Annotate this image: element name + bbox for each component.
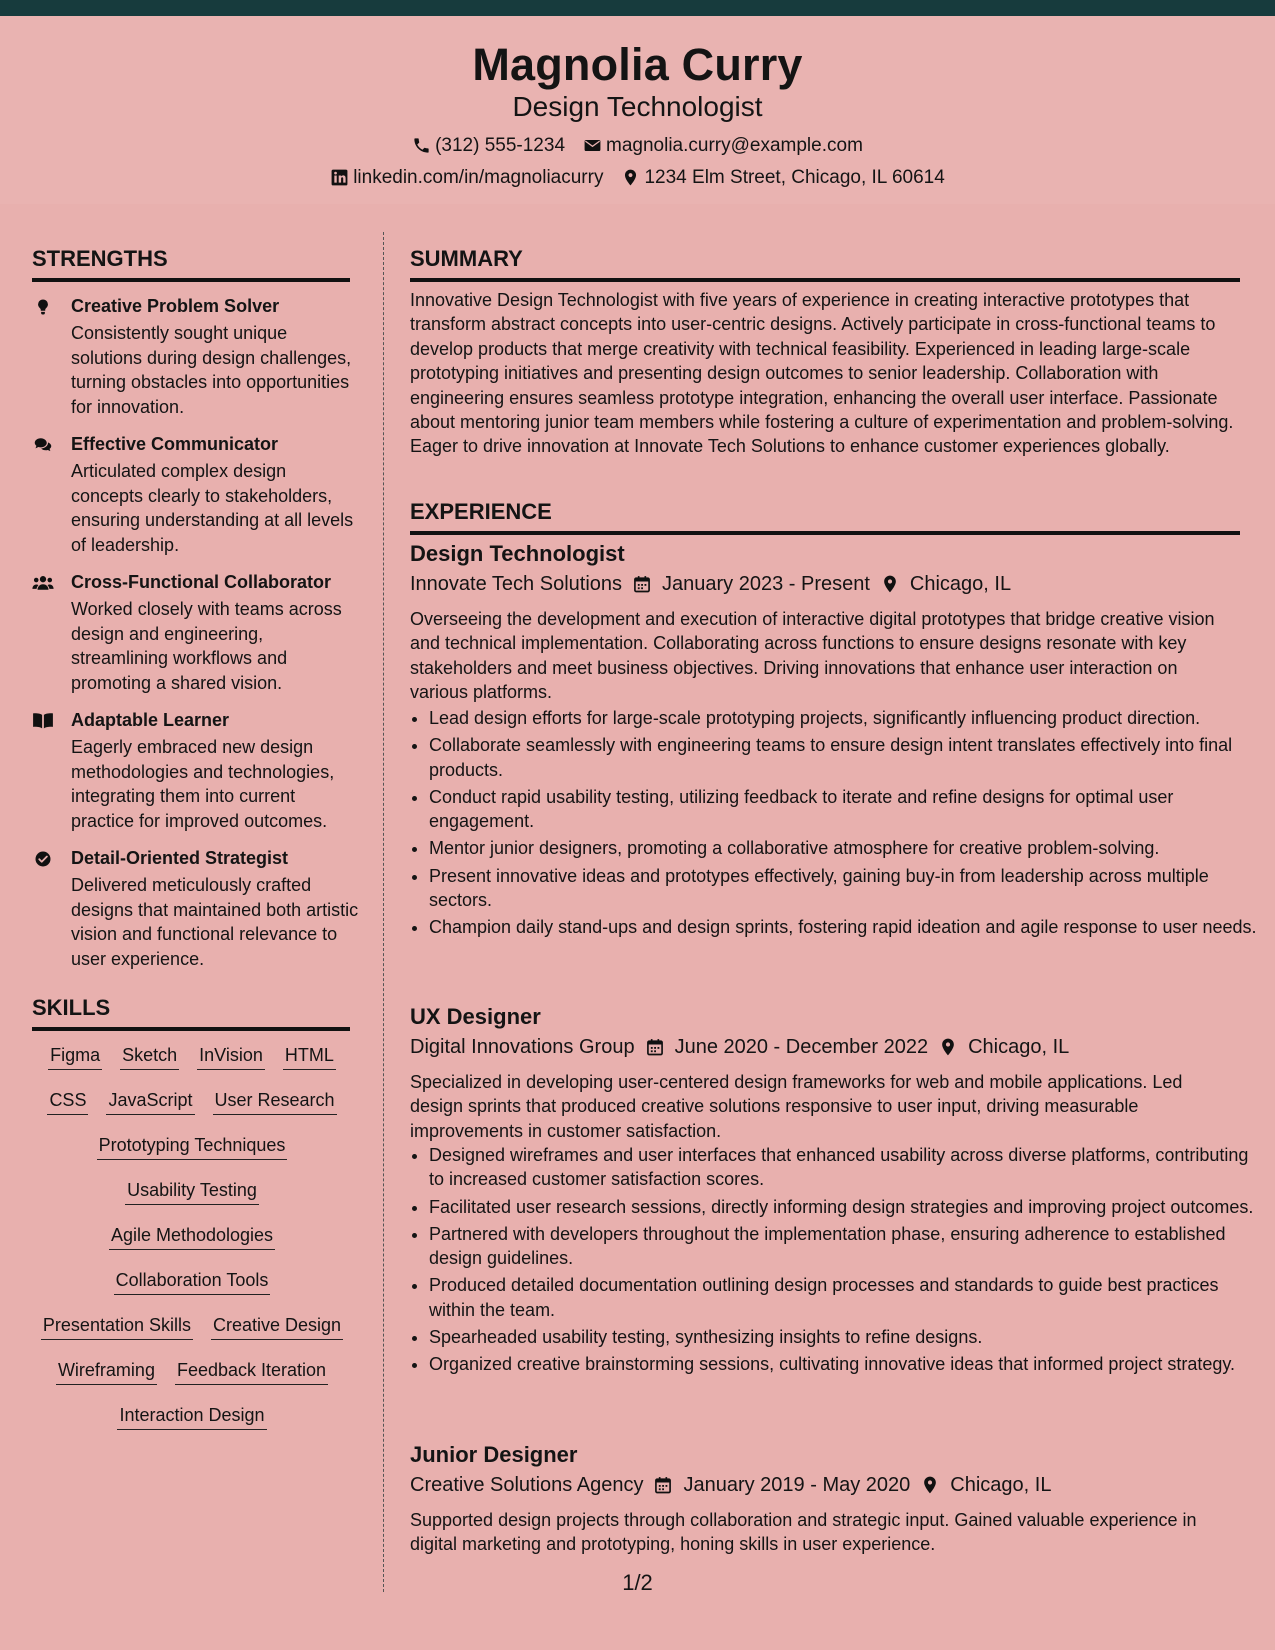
book-open-icon xyxy=(32,712,54,730)
candidate-title: Design Technologist xyxy=(512,91,763,122)
job-dates: January 2019 - May 2020 xyxy=(683,1474,911,1496)
skill-row xyxy=(32,1271,352,1295)
job-meta xyxy=(410,1037,1069,1057)
job-company: Digital Innovations Group xyxy=(410,1036,635,1058)
strength-desc: Delivered meticulously crafted designs that maintained both artistic vision and functional relevance to user experience. xyxy=(71,875,359,969)
job-description: Supported design projects through collaboration and strategic input. Gained valuable experience in digital marketing and prototyping, honing skills in user experience. xyxy=(410,1510,1197,1555)
skill-row xyxy=(32,1361,352,1385)
contact-phone[interactable] xyxy=(412,136,565,155)
skill-tag: Collaboration Tools xyxy=(114,1271,271,1295)
list-item: • Designed wireframes and user interfaces that enhanced usability across diverse platforms, contributing to increased customer satisfaction scores. xyxy=(429,1143,1259,1192)
contact-line-1 xyxy=(0,136,1275,155)
map-marker-icon xyxy=(938,1037,958,1057)
strength-desc: Articulated complex design concepts clearly to stakeholders, ensuring understanding at all levels of leadership. xyxy=(71,461,354,555)
linkedin-text: linkedin.com/in/magnoliacurry xyxy=(353,167,604,188)
address-text: 1234 Elm Street, Chicago, IL 60614 xyxy=(644,167,945,188)
skill-tag: Usability Testing xyxy=(125,1181,259,1205)
envelope-icon xyxy=(583,136,602,155)
lightbulb-icon xyxy=(32,298,54,316)
job-location: Chicago, IL xyxy=(950,1474,1052,1496)
job-description: Overseeing the development and execution of interactive digital prototypes that bridge creative vision and technical implementation. Collaborating across functions to ensure designs resonate with key stakeholders and meet business objectives. Driving innovations that enhance user interaction on various platforms. xyxy=(410,609,1215,703)
strength-title: Creative Problem Solver xyxy=(71,296,280,316)
list-item: • Mentor junior designers, promoting a collaborative atmosphere for creative problem-solving. xyxy=(429,836,1259,860)
calendar-icon xyxy=(653,1475,673,1495)
skill-row xyxy=(32,1181,352,1205)
users-icon xyxy=(32,574,54,592)
list-item: • Organized creative brainstorming sessions, cultivating innovative ideas that informed project strategy. xyxy=(429,1352,1259,1376)
job-bullets xyxy=(410,1143,1259,1379)
skill-row xyxy=(32,1091,352,1115)
job-title: UX Designer xyxy=(410,1004,541,1029)
job-location: Chicago, IL xyxy=(968,1036,1070,1058)
map-marker-icon xyxy=(920,1475,940,1495)
job-title: Design Technologist xyxy=(410,541,625,566)
list-item: • Lead design efforts for large-scale prototyping projects, significantly influencing product direction. xyxy=(429,706,1259,730)
list-item: • Facilitated user research sessions, directly informing design strategies and improving project outcomes. xyxy=(429,1195,1259,1219)
job-dates: January 2023 - Present xyxy=(662,573,870,595)
check-circle-icon xyxy=(32,850,54,868)
skill-row xyxy=(32,1226,352,1250)
strength-desc: Eagerly embraced new design methodologies and technologies, integrating them into current practice for improved outcomes. xyxy=(71,737,335,831)
candidate-name: Magnolia Curry xyxy=(472,39,803,90)
summary-text: Innovative Design Technologist with five years of experience in creating interactive prototypes that transform abstract concepts into user-centric designs. Actively participate in cross-functional teams to develop products that merge creativity with technical feasibility. Experienced in leading large-scale prototyping initiatives and presenting design outcomes to senior leadership. Collaboration with engineering ensures seamless prototype integration, enhancing the overall user interface. Passionate about mentoring junior team members while fostering a culture of experimentation and problem-solving. Eager to drive innovation at Innovate Tech Solutions to enhance customer experiences globally. xyxy=(410,290,1234,457)
skill-tag: Interaction Design xyxy=(117,1406,266,1430)
list-item: • Champion daily stand-ups and design sprints, fostering rapid ideation and agile response to user needs. xyxy=(429,915,1259,939)
strength-desc: Consistently sought unique solutions during design challenges, turning obstacles into opportunities for innovation. xyxy=(71,323,352,417)
phone-icon xyxy=(412,136,431,155)
skill-tag: HTML xyxy=(283,1046,336,1070)
job-dates: June 2020 - December 2022 xyxy=(674,1036,929,1058)
list-item: • Conduct rapid usability testing, utilizing feedback to iterate and refine designs for optimal user engagement. xyxy=(429,785,1259,834)
strength-desc: Worked closely with teams across design and engineering, streamlining workflows and promoting a shared vision. xyxy=(71,599,342,693)
skill-tag: Sketch xyxy=(120,1046,179,1070)
skill-row xyxy=(32,1046,352,1070)
skill-row xyxy=(32,1136,352,1160)
job-description: Specialized in developing user-centered design frameworks for web and mobile applications. Led design sprints that produced creative solutions responsive to user input, driving measurable improvements in customer satisfaction. xyxy=(410,1072,1183,1141)
job-bullets xyxy=(410,706,1259,942)
strength-title: Detail-Oriented Strategist xyxy=(71,848,289,868)
calendar-icon xyxy=(645,1037,665,1057)
skill-tag: User Research xyxy=(213,1091,337,1115)
list-item: • Collaborate seamlessly with engineering teams to ensure design intent translates effectively into final products. xyxy=(429,733,1259,782)
list-item: • Present innovative ideas and prototypes effectively, gaining buy-in from leadership across multiple sectors. xyxy=(429,864,1259,913)
skill-tag: Figma xyxy=(48,1046,102,1070)
skill-tag: Feedback Iteration xyxy=(175,1361,328,1385)
comments-icon xyxy=(32,436,54,454)
contact-line-2 xyxy=(0,168,1275,187)
skill-tag: Presentation Skills xyxy=(41,1316,193,1340)
skill-row xyxy=(32,1406,352,1430)
list-item: • Produced detailed documentation outlining design processes and standards to guide best practices within the team. xyxy=(429,1273,1259,1322)
email-text: magnolia.curry@example.com xyxy=(606,135,863,156)
skill-tag: JavaScript xyxy=(106,1091,194,1115)
map-marker-icon xyxy=(880,574,900,594)
job-company: Creative Solutions Agency xyxy=(410,1474,644,1496)
linkedin-icon xyxy=(330,168,349,187)
list-item: • Partnered with developers throughout the implementation phase, ensuring adherence to established design guidelines. xyxy=(429,1222,1259,1271)
strengths-heading: STRENGTHS xyxy=(32,248,350,282)
top-accent-bar xyxy=(0,0,1275,16)
job-location: Chicago, IL xyxy=(909,573,1012,595)
contact-address xyxy=(621,168,944,187)
job-meta xyxy=(410,574,1011,594)
strength-title: Cross-Functional Collaborator xyxy=(71,572,332,592)
calendar-icon xyxy=(632,574,652,594)
skill-row xyxy=(32,1316,352,1340)
list-item: • Spearheaded usability testing, synthesizing insights to refine designs. xyxy=(429,1325,1259,1349)
skills-heading: SKILLS xyxy=(32,997,350,1031)
job-meta xyxy=(410,1475,1051,1495)
column-divider xyxy=(383,232,384,1592)
contact-linkedin[interactable] xyxy=(330,168,603,187)
skill-tag: Prototyping Techniques xyxy=(97,1136,288,1160)
job-title: Junior Designer xyxy=(410,1442,578,1467)
skill-tag: Creative Design xyxy=(211,1316,343,1340)
experience-heading: EXPERIENCE xyxy=(410,501,1240,535)
contact-email[interactable] xyxy=(583,136,863,155)
job-company: Innovate Tech Solutions xyxy=(410,573,623,595)
skill-tag: Agile Methodologies xyxy=(109,1226,275,1250)
strength-title: Adaptable Learner xyxy=(71,710,230,730)
skill-tag: CSS xyxy=(47,1091,88,1115)
skill-tag: InVision xyxy=(197,1046,265,1070)
phone-text: (312) 555-1234 xyxy=(435,135,566,156)
skill-tag: Wireframing xyxy=(56,1361,157,1385)
summary-heading: SUMMARY xyxy=(410,248,1240,282)
map-marker-icon xyxy=(621,168,640,187)
resume-header xyxy=(0,16,1275,204)
strength-title: Effective Communicator xyxy=(71,434,279,454)
page-number: 1/2 xyxy=(622,1570,653,1595)
